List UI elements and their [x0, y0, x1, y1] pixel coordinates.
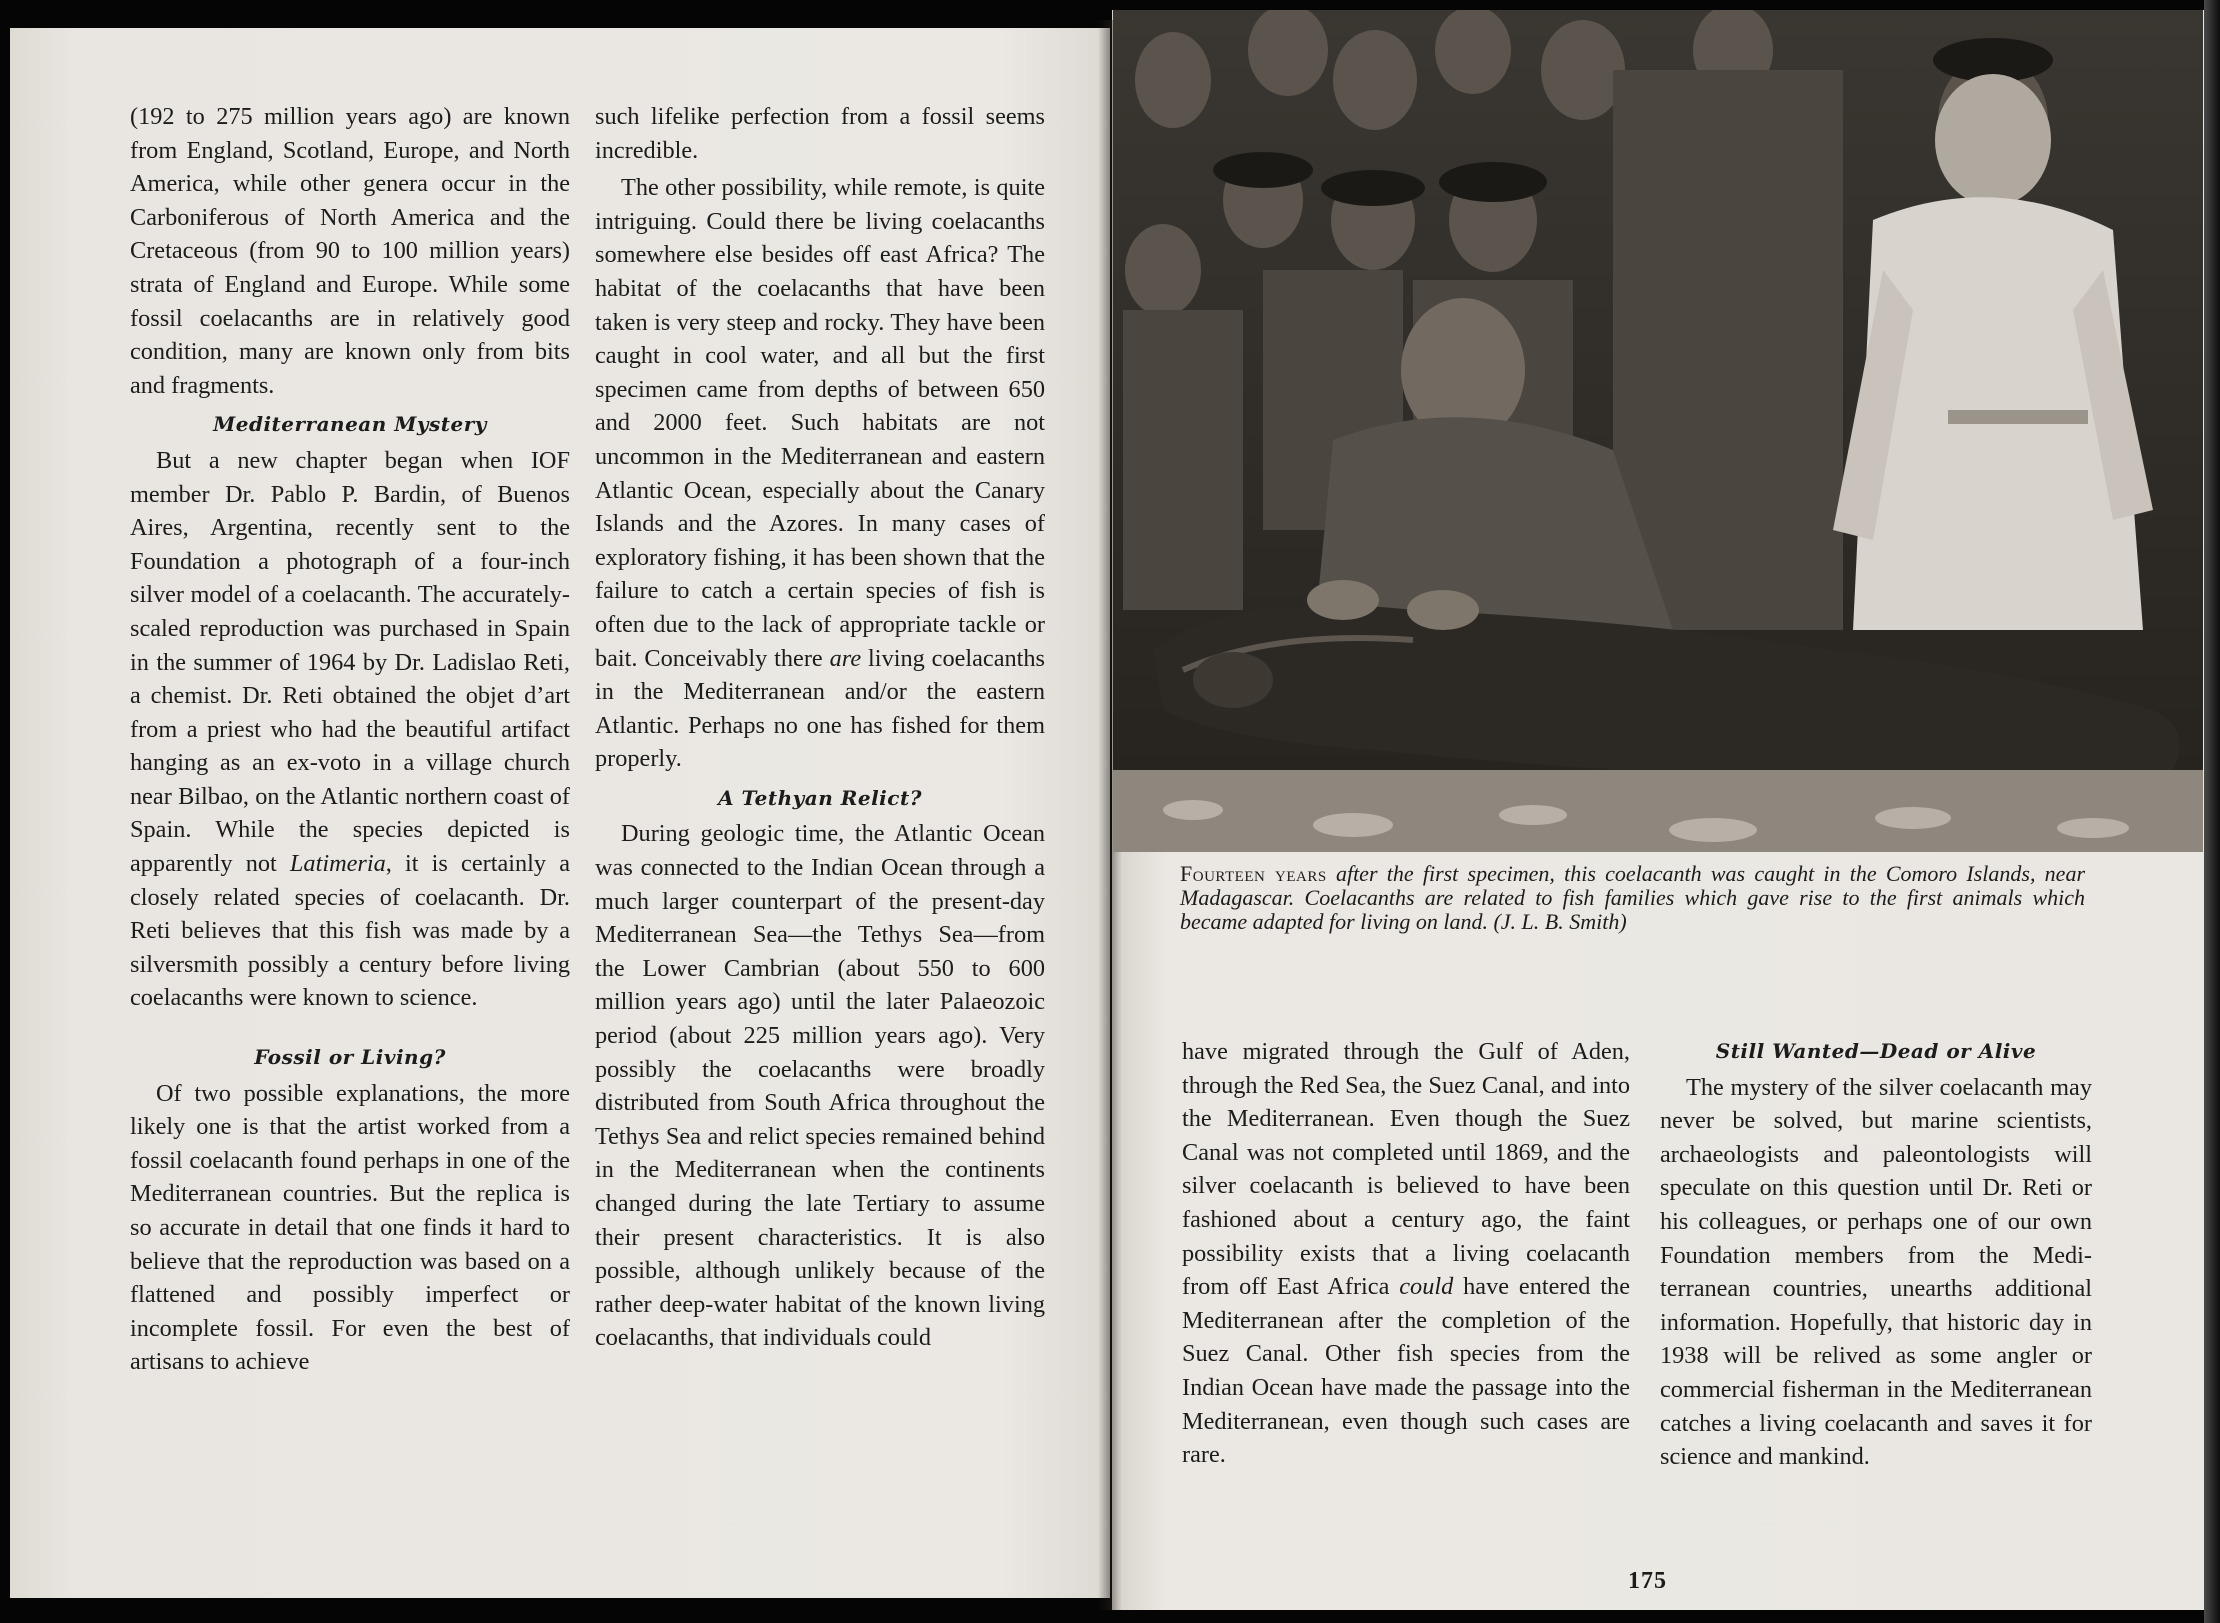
paragraph: have migrated through the Gulf of Aden, through the Red Sea, the Suez Canal, and into the Mediterranean. Even though the Suez Canal was not completed until 1869, and the silver coelacanth is believed to have been fashioned about a century ago, the faint possibility exists that a living coelacanth from off East Africa could have entered the Mediterranean after the completion of the Suez Canal. Other fish species from the Indian Ocean have made the passage into the Mediterranean, even though such cases are rare.	[1182, 1038, 1630, 1469]
paragraph: The other possibility, while remote, is quite intriguing. Could there be living coelacanths somewhere else besides off east Africa? The habitat of the coelacanths that have been taken is very steep and rocky. They have been caught in cool water, and all but the first specimen came from depths of between 650 and 2000 feet. Such habitats are not uncommon in the Mediterranean and eastern Atlantic Ocean, especially about the Canary Islands and the Azores. In many cases of exploratory fishing, it has been shown that the failure to catch a certain species of fish is often due to the lack of appropriate tackle or bait. Conceivably there are living coelacanths in the Mediterranean and/or the eastern Atlantic. Perhaps no one has fished for them properly.	[595, 174, 1046, 773]
right-column-2	[1660, 1035, 2092, 1474]
photo-illustration	[1113, 10, 2203, 852]
left-column-1	[130, 100, 570, 1379]
section-heading-mediterranean-mystery: Mediterranean Mystery	[213, 412, 487, 437]
paragraph: During geologic time, the Atlantic Ocean was connected to the Indian Ocean through a much larger counterpart of the present-day Mediterranean Sea—the Tethys Sea—from the Lower Cambrian (about 550 to 600 million years ago) until the later Palaeozoic period (about 225 million years ago). Very possibly the coelacanths were broadly distributed from South Africa throughout the Tethys Sea and relict species remained behind in the Mediterranean when the continents changed during the late Tertiary to assume their present characteristics. It is also possible, although unlikely because of the rather deep-water habitat of the known living coelacanths, that individuals could	[595, 820, 1045, 1352]
section-heading-still-wanted: Still Wanted—Dead or Alive	[1715, 1039, 2037, 1063]
page-edge	[2204, 0, 2220, 1623]
coelacanth-group-photo	[1113, 10, 2203, 852]
left-column-2	[595, 100, 1045, 1355]
paragraph: Of two possible explanations, the more likely one is that the artist worked from a fossil coelacanth found perhaps in one of the Mediterranean countries. But the replica is so accurate in detail that one finds it hard to believe that the reproduction was based on a flattened and possibly imperfect or incomplete fossil. For even the best of artisans to achieve	[130, 1079, 570, 1376]
photo-caption: Fourteen years after the first specimen, this coelacanth was caught in the Comoro Islands, near Madagascar. Coelacanths are related to fish families which gave rise to the first animals which became adapted for living on land. (J. L. B. Smith)	[1180, 861, 2086, 934]
paragraph: The mystery of the silver coelacanth may never be solved, but marine scientists, archaeologists and paleontologists will speculate on this question until Dr. Reti or his colleagues, or perhaps one of our own Foundation members from the Mediterranean countries, unearths additional information. Hopefully, that historic day in 1938 will be relived as some angler or commercial fisherman in the Mediterranean catches a living coelacanth and saves it for science and mankind.	[1660, 1073, 2092, 1471]
paragraph: such lifelike perfection from a fossil seems incredible.	[595, 103, 1045, 164]
section-heading-tethyan-relict: A Tethyan Relict?	[718, 785, 922, 810]
page-number: 175	[1628, 1568, 1667, 1594]
section-heading-fossil-or-living: Fossil or Living?	[254, 1045, 446, 1070]
right-column-1	[1182, 1035, 1630, 1472]
paragraph: (192 to 275 million years ago) are known from England, Scotland, Europe, and North America, while other genera occur in the Carboniferous of North America and the Cretaceous (from 90 to 100 million years) strata of England and Europe. While some fossil coelacanths are in relatively good condition, many are known only from bits and fragments.	[130, 103, 570, 399]
paragraph: But a new chapter began when IOF member Dr. Pablo P. Bardin, of Buenos Aires, Argentina, recently sent to the Foundation a photograph of a four-inch silver model of a coelacanth. The accurately-scaled reproduction was purchased in Spain in the summer of 1964 by Dr. Ladislao Reti, a chemist. Dr. Reti obtained the objet d’art from a priest who had the beautiful artifact hanging as an ex-voto in a village church near Bilbao, on the Atlantic northern coast of Spain. While the species depicted is apparently not Latimeria, it is certainly a closely related species of coelacanth. Dr. Reti believes that this fish was made by a silversmith possibly a century before living coelacanths were known to science.	[130, 446, 570, 1012]
